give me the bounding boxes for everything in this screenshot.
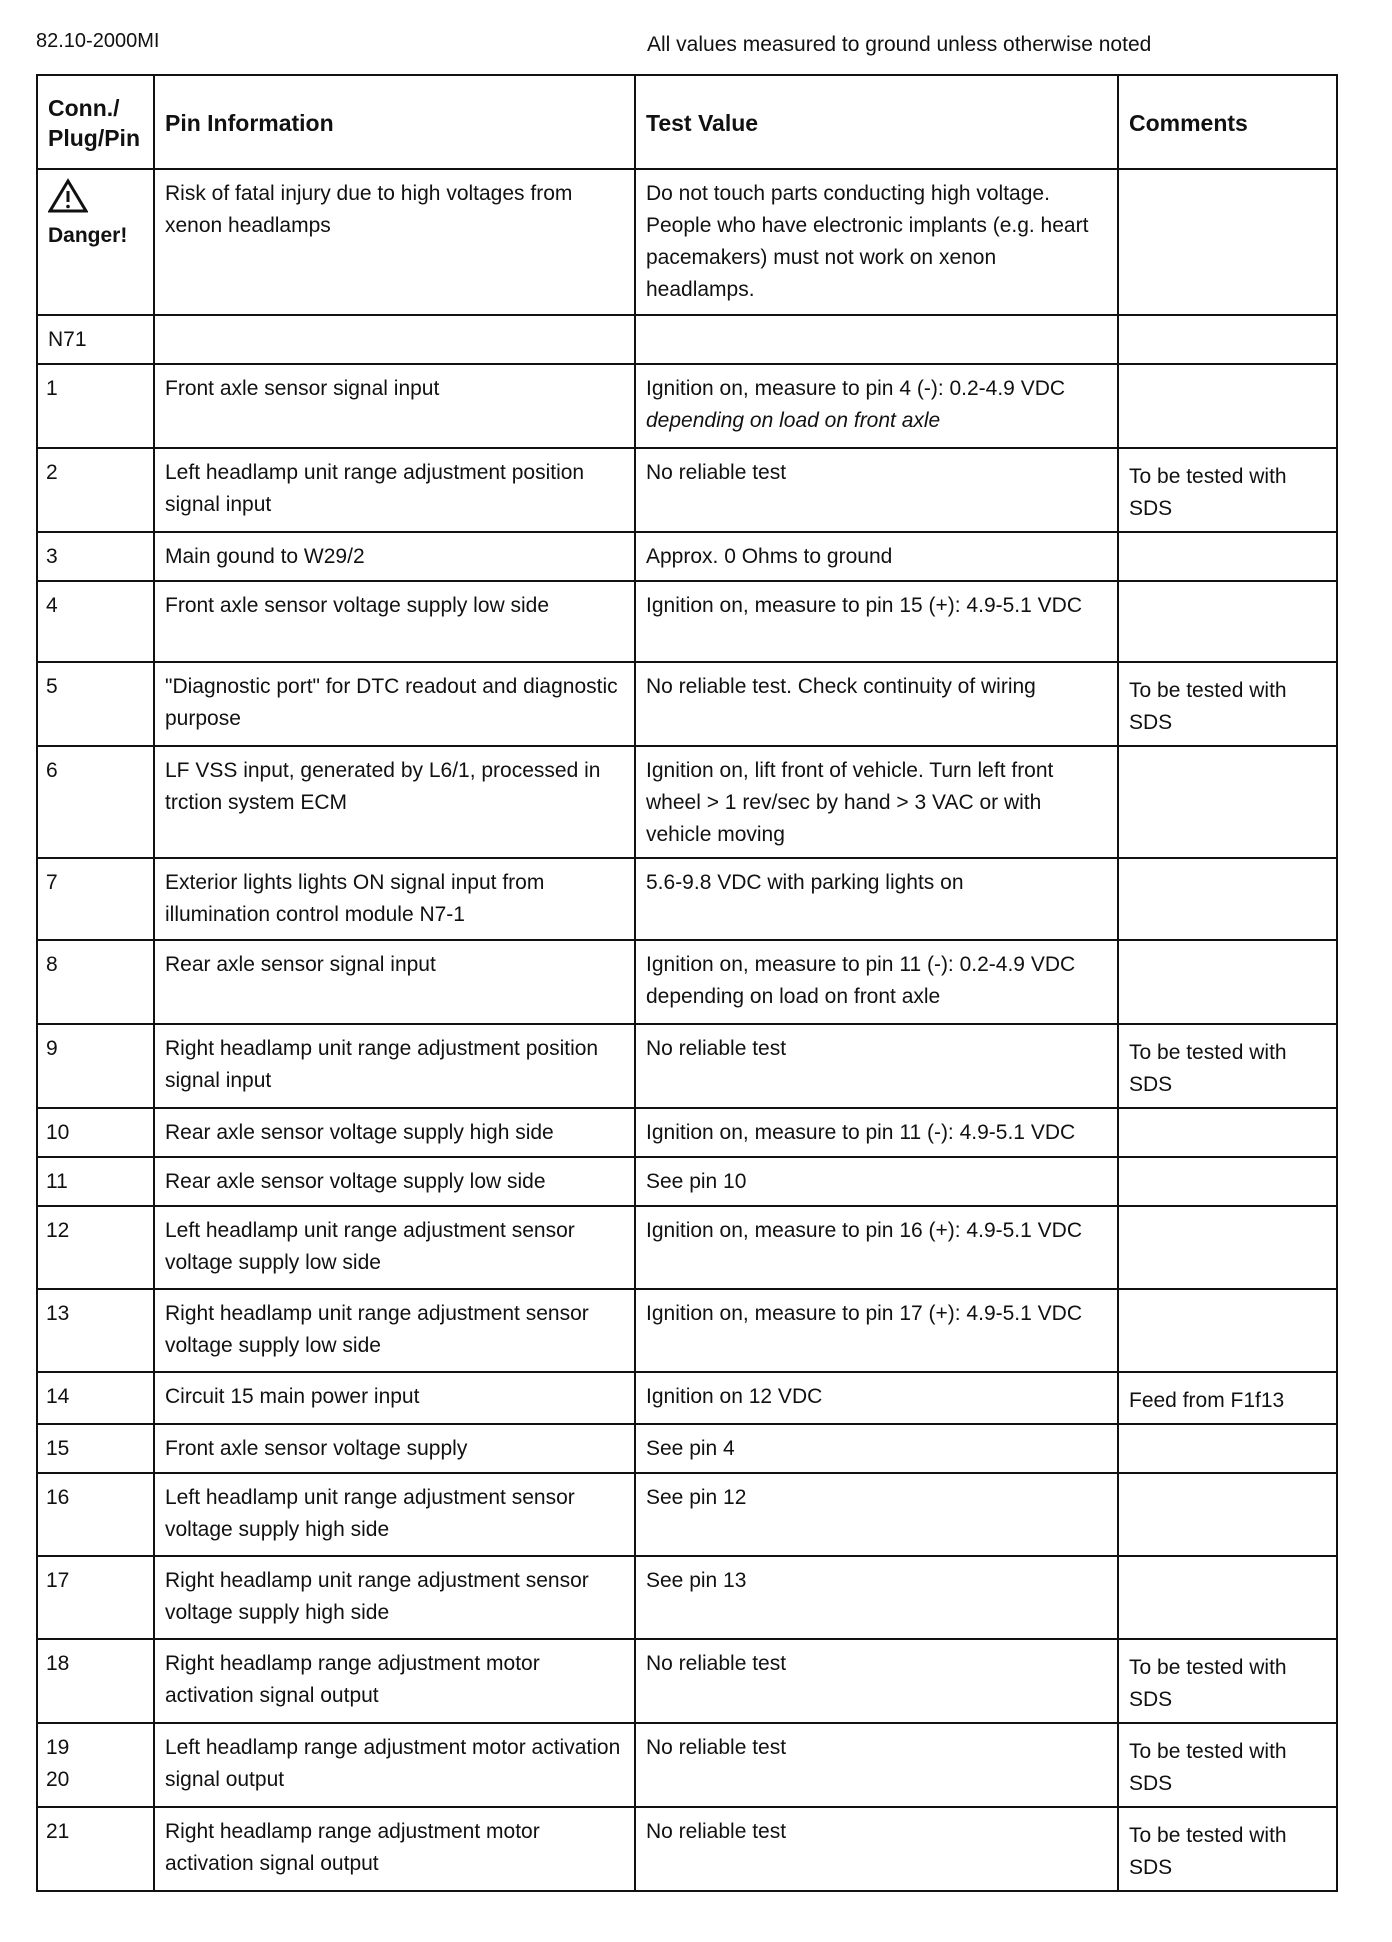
- pin-number: 11: [37, 1157, 154, 1206]
- danger-info: Risk of fatal injury due to high voltages from xenon headlamps: [154, 169, 635, 315]
- comment: [1118, 532, 1337, 581]
- pin-number: 19 20: [37, 1723, 154, 1807]
- pin-number: 18: [37, 1639, 154, 1723]
- column-header-pin-info: Pin Information: [154, 75, 635, 169]
- comment: To be tested with SDS: [1118, 1807, 1337, 1891]
- pin-number: 7: [37, 858, 154, 940]
- table-row: [37, 1108, 1337, 1157]
- table-row: [37, 1556, 1337, 1639]
- comment: To be tested with SDS: [1118, 1024, 1337, 1108]
- column-header-test-value: Test Value: [635, 75, 1118, 169]
- pin-number: 4: [37, 581, 154, 662]
- section-empty-info: [154, 315, 635, 364]
- pin-number: 9: [37, 1024, 154, 1108]
- table-row: [37, 1639, 1337, 1723]
- pin-information: LF VSS input, generated by L6/1, processed in trction system ECM: [154, 746, 635, 858]
- warning-triangle-icon: [48, 178, 88, 214]
- comment: Feed from F1f13: [1118, 1372, 1337, 1424]
- comment: To be tested with SDS: [1118, 448, 1337, 532]
- pin-information: Rear axle sensor voltage supply high side: [154, 1108, 635, 1157]
- comment: [1118, 746, 1337, 858]
- section-label: N71: [37, 315, 154, 364]
- table-row: [37, 1024, 1337, 1108]
- pin-number: 8: [37, 940, 154, 1024]
- table-row: [37, 1289, 1337, 1372]
- pin-number: 21: [37, 1807, 154, 1891]
- pin-information: Main gound to W29/2: [154, 532, 635, 581]
- pin-number: 15: [37, 1424, 154, 1473]
- section-empty-comment: [1118, 315, 1337, 364]
- pin-information: "Diagnostic port" for DTC readout and diagnostic purpose: [154, 662, 635, 746]
- test-value: Ignition on, measure to pin 11 (-): 0.2-4.9 VDC depending on load on front axle: [635, 940, 1118, 1024]
- table-row: [37, 364, 1337, 448]
- test-value: See pin 10: [635, 1157, 1118, 1206]
- pin-information: Right headlamp unit range adjustment sensor voltage supply high side: [154, 1556, 635, 1639]
- table-row: [37, 581, 1337, 662]
- pin-information: Front axle sensor voltage supply: [154, 1424, 635, 1473]
- pin-number: 6: [37, 746, 154, 858]
- pin-information: Left headlamp range adjustment motor activation signal output: [154, 1723, 635, 1807]
- pin-information: Circuit 15 main power input: [154, 1372, 635, 1424]
- pin-information: Right headlamp range adjustment motor activation signal output: [154, 1639, 635, 1723]
- comment: [1118, 1424, 1337, 1473]
- pin-information: Left headlamp unit range adjustment position signal input: [154, 448, 635, 532]
- test-value: Ignition on, measure to pin 17 (+): 4.9-5.1 VDC: [635, 1289, 1118, 1372]
- test-value: No reliable test: [635, 1639, 1118, 1723]
- pin-number: 16: [37, 1473, 154, 1556]
- test-value: No reliable test: [635, 448, 1118, 532]
- column-header-conn: Conn./ Plug/Pin: [37, 75, 154, 169]
- table-row: [37, 1157, 1337, 1206]
- table-row: [37, 662, 1337, 746]
- test-value: No reliable test. Check continuity of wiring: [635, 662, 1118, 746]
- pin-number: 1: [37, 364, 154, 448]
- document-id: 82.10-2000MI: [36, 30, 160, 52]
- comment: To be tested with SDS: [1118, 1639, 1337, 1723]
- pin-number: 12: [37, 1206, 154, 1289]
- comment: [1118, 1473, 1337, 1556]
- table-row: [37, 532, 1337, 581]
- pin-information: Left headlamp unit range adjustment sensor voltage supply low side: [154, 1206, 635, 1289]
- comment: [1118, 1289, 1337, 1372]
- measurement-note: All values measured to ground unless otherwise noted: [647, 33, 1152, 56]
- test-value: Ignition on 12 VDC: [635, 1372, 1118, 1424]
- test-value: See pin 13: [635, 1556, 1118, 1639]
- table-row: [37, 1206, 1337, 1289]
- test-value: Ignition on, measure to pin 16 (+): 4.9-5.1 VDC: [635, 1206, 1118, 1289]
- comment: [1118, 1556, 1337, 1639]
- table-row: [37, 1372, 1337, 1424]
- pin-number: 17: [37, 1556, 154, 1639]
- danger-test-value: Do not touch parts conducting high voltage. People who have electronic implants (e.g. heart pacemakers) must not work on xenon headlamps.: [635, 169, 1118, 315]
- table-row: [37, 1807, 1337, 1891]
- pin-number: 10: [37, 1108, 154, 1157]
- table-row: [37, 448, 1337, 532]
- pin-information: Front axle sensor signal input: [154, 364, 635, 448]
- comment: To be tested with SDS: [1118, 1723, 1337, 1807]
- comment: [1118, 1206, 1337, 1289]
- pin-information: Right headlamp range adjustment motor activation signal output: [154, 1807, 635, 1891]
- pin-information: Front axle sensor voltage supply low side: [154, 581, 635, 662]
- comment: To be tested with SDS: [1118, 662, 1337, 746]
- table-row: [37, 858, 1337, 940]
- pin-table: [36, 74, 1338, 1892]
- comment: [1118, 581, 1337, 662]
- section-row: [37, 315, 1337, 364]
- pin-information: Right headlamp unit range adjustment position signal input: [154, 1024, 635, 1108]
- section-empty-test: [635, 315, 1118, 364]
- pin-number: 3: [37, 532, 154, 581]
- test-value: Ignition on, lift front of vehicle. Turn left front wheel > 1 rev/sec by hand > 3 VAC or with vehicle moving: [635, 746, 1118, 858]
- pin-information: Rear axle sensor signal input: [154, 940, 635, 1024]
- test-value: No reliable test: [635, 1723, 1118, 1807]
- pin-information: Rear axle sensor voltage supply low side: [154, 1157, 635, 1206]
- comment: [1118, 858, 1337, 940]
- test-value: Approx. 0 Ohms to ground: [635, 532, 1118, 581]
- table-row: [37, 746, 1337, 858]
- test-value: No reliable test: [635, 1807, 1118, 1891]
- test-value: See pin 12: [635, 1473, 1118, 1556]
- pin-information: Left headlamp unit range adjustment sensor voltage supply high side: [154, 1473, 635, 1556]
- comment: [1118, 1108, 1337, 1157]
- pin-information: Right headlamp unit range adjustment sensor voltage supply low side: [154, 1289, 635, 1372]
- table-row: [37, 940, 1337, 1024]
- test-value: See pin 4: [635, 1424, 1118, 1473]
- pin-number: 2: [37, 448, 154, 532]
- column-header-comments: Comments: [1118, 75, 1337, 169]
- pin-information: Exterior lights lights ON signal input from illumination control module N7-1: [154, 858, 635, 940]
- table-row: [37, 1723, 1337, 1807]
- test-value: No reliable test: [635, 1024, 1118, 1108]
- pin-number: 14: [37, 1372, 154, 1424]
- comment: [1118, 940, 1337, 1024]
- test-value: Ignition on, measure to pin 4 (-): 0.2-4.9 VDC depending on load on front axle: [635, 364, 1118, 448]
- comment: [1118, 1157, 1337, 1206]
- table-row: [37, 1473, 1337, 1556]
- danger-comment: [1118, 169, 1337, 315]
- danger-label: Danger!: [48, 224, 128, 247]
- test-value: Ignition on, measure to pin 15 (+): 4.9-5.1 VDC: [635, 581, 1118, 662]
- test-value: 5.6-9.8 VDC with parking lights on: [635, 858, 1118, 940]
- table-header-row: [37, 75, 1337, 169]
- danger-row: [37, 169, 1337, 315]
- test-value: Ignition on, measure to pin 11 (-): 4.9-5.1 VDC: [635, 1108, 1118, 1157]
- table-row: [37, 1424, 1337, 1473]
- pin-number: 5: [37, 662, 154, 746]
- comment: [1118, 364, 1337, 448]
- danger-cell: [37, 169, 154, 315]
- pin-number: 13: [37, 1289, 154, 1372]
